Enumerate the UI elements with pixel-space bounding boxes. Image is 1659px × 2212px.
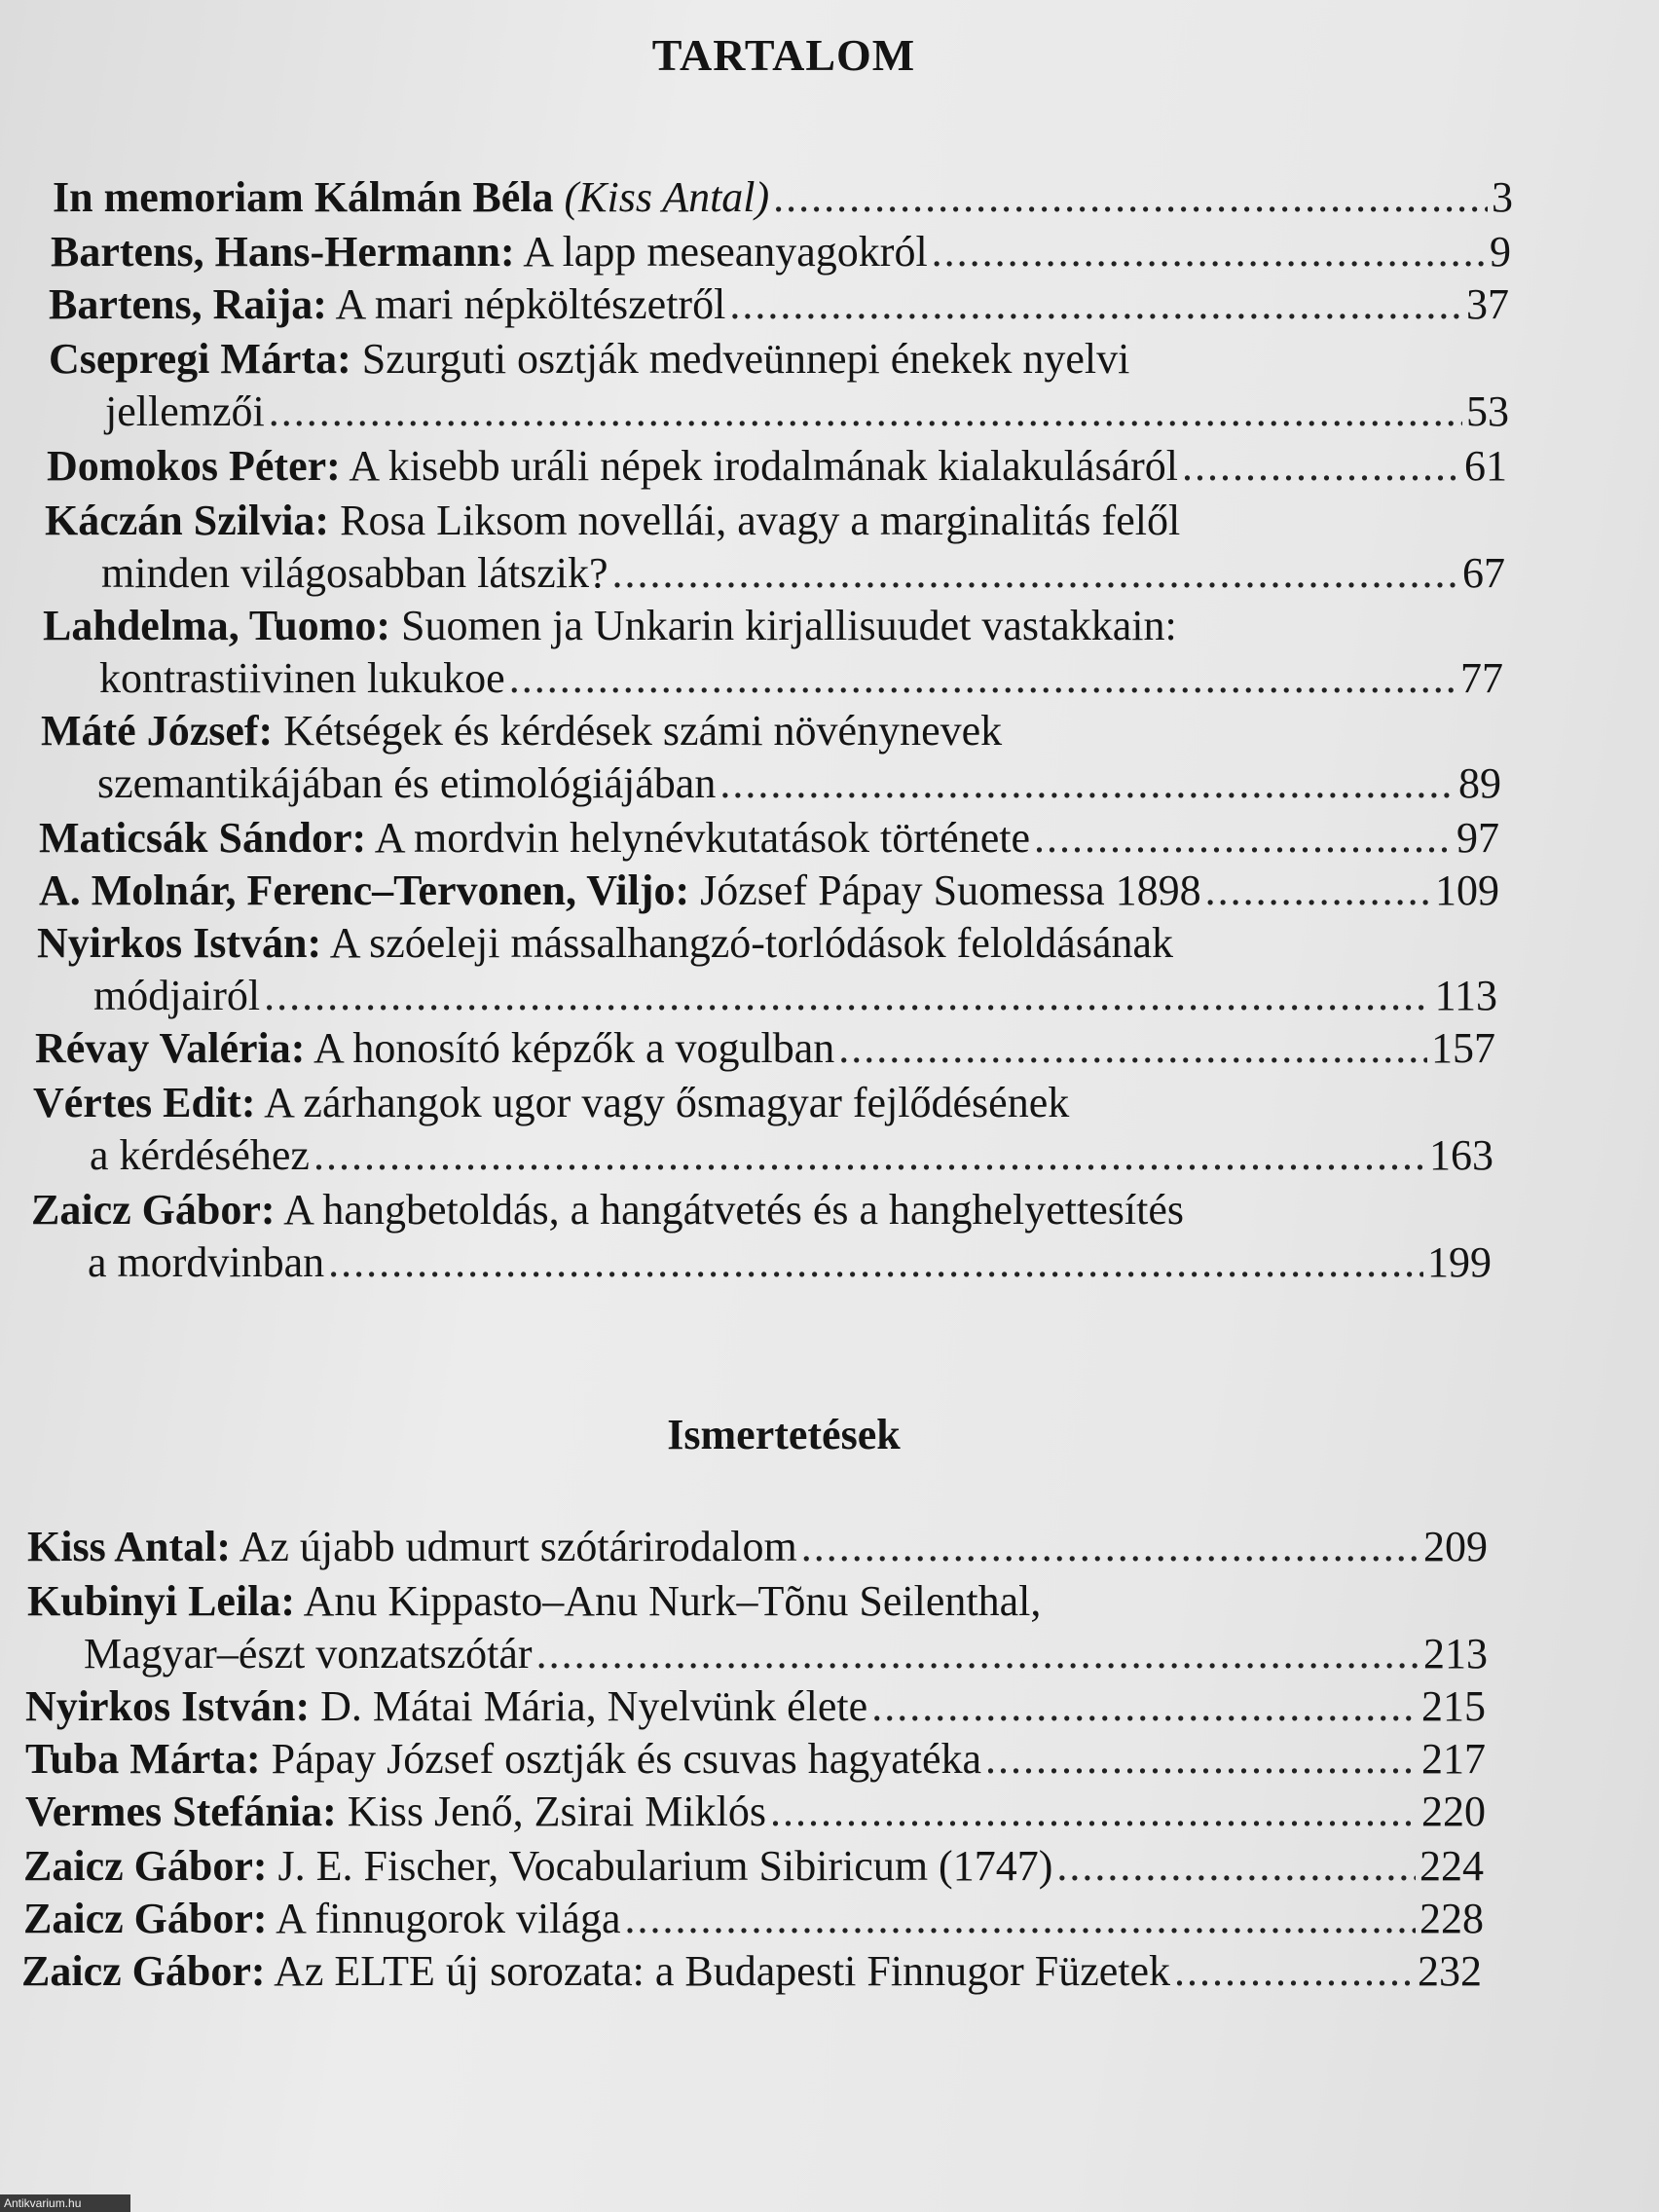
leader-dots (624, 1893, 1416, 1945)
entry-title: A honosító képzők a vogulban (305, 1024, 835, 1072)
entry-title: A zárhangok ugor vagy ősmagyar fejlődésének (255, 1079, 1070, 1126)
section-heading: Ismertetések (667, 1411, 901, 1458)
page-number: 9 (1490, 228, 1511, 276)
toc-entry (49, 333, 1509, 438)
toc-entry (47, 440, 1507, 493)
page-number: 89 (1458, 759, 1501, 807)
entry-title: Az újabb udmurt szótárirodalom (231, 1523, 797, 1570)
entry-author: Zaicz Gábor: (23, 1842, 268, 1890)
page-number: 113 (1434, 972, 1497, 1019)
entry-author: Vermes Stefánia: (25, 1788, 337, 1835)
entry-title-cont: jellemzői (105, 387, 265, 435)
entry-title-cont: a mordvinban (88, 1238, 325, 1286)
page-number: 213 (1423, 1630, 1488, 1677)
leader-dots (770, 1786, 1418, 1838)
leader-dots (729, 278, 1462, 331)
entry-author: Kubinyi Leila: (27, 1577, 296, 1625)
entry-author: In memoriam Kálmán Béla (53, 173, 554, 221)
toc-entry (53, 171, 1513, 224)
entry-title: D. Mátai Mária, Nyelvünk élete (310, 1682, 868, 1730)
toc-entry (41, 705, 1501, 810)
page-number: 61 (1464, 442, 1507, 490)
entry-author: Zaicz Gábor: (31, 1186, 276, 1234)
entry-title: A szóeleji mássalhangzó-torlódások feloldásának (321, 919, 1174, 967)
review-entry (25, 1786, 1486, 1838)
entry-title: Kétségek és kérdések számi növénynevek (273, 707, 1003, 755)
entry-author: Lahdelma, Tuomo: (43, 602, 390, 649)
entry-title-cont: Magyar–észt vonzatszótár (84, 1630, 533, 1677)
entry-author: Domokos Péter: (47, 442, 341, 490)
entry-note: (Kiss Antal) (564, 173, 770, 221)
review-entry (23, 1893, 1484, 1945)
entry-title: A lapp meseanyagokról (514, 228, 928, 276)
leader-dots (985, 1733, 1418, 1786)
toc-entry (31, 1184, 1492, 1289)
watermark: Antikvarium.hu (0, 2194, 130, 2212)
page-number: 163 (1429, 1131, 1493, 1179)
entry-title (554, 173, 565, 221)
page-number: 53 (1466, 387, 1509, 435)
page-number: 157 (1431, 1024, 1495, 1072)
entry-author: Máté József: (41, 707, 274, 755)
review-entry (23, 1840, 1484, 1893)
entry-author: Káczán Szilvia: (45, 497, 330, 544)
entry-title: Szurguti osztják medveünnepi énekek nyelvi (350, 335, 1130, 383)
leader-dots (773, 171, 1488, 224)
leader-dots (1034, 812, 1453, 865)
entry-title: A mari népköltészetről (326, 280, 726, 328)
entry-author: Zaicz Gábor: (23, 1895, 268, 1942)
entry-title-cont: a kérdéséhez (90, 1131, 310, 1179)
entry-title-cont: kontrastiivinen lukukoe (99, 654, 505, 702)
review-entry (21, 1945, 1482, 1998)
entry-title: Az ELTE új sorozata: a Budapesti Finnugor Füzetek (265, 1947, 1171, 1995)
page-number: 232 (1418, 1947, 1482, 1995)
entry-title: A kisebb uráli népek irodalmának kialakulásáról (340, 442, 1178, 490)
leader-dots (1182, 440, 1460, 493)
entry-title: Kiss Jenő, Zsirai Miklós (336, 1788, 766, 1835)
entry-title-cont: minden világosabban látszik? (101, 549, 608, 597)
review-entry (27, 1575, 1488, 1680)
toc-entry (51, 226, 1511, 278)
entry-title: Suomen ja Unkarin kirjallisuudet vastakkain: (389, 602, 1177, 649)
leader-dots (871, 1680, 1418, 1733)
entry-author: Tuba Márta: (25, 1735, 261, 1783)
leader-dots (1174, 1945, 1414, 1998)
page-number: 37 (1466, 280, 1509, 328)
entry-title: J. E. Fischer, Vocabularium Sibiricum (1747) (267, 1842, 1053, 1890)
page-number: 199 (1427, 1238, 1492, 1286)
entry-author: Nyirkos István: (37, 919, 322, 967)
page-number: 97 (1456, 814, 1499, 862)
entry-author: Maticsák Sándor: (39, 814, 367, 862)
review-entry (25, 1680, 1486, 1733)
leader-dots (313, 1129, 1425, 1182)
toc-entry (35, 1022, 1495, 1075)
page-number: 228 (1419, 1895, 1484, 1942)
entry-author: Vértes Edit: (33, 1079, 256, 1126)
entry-title: A finnugorok világa (267, 1895, 621, 1942)
toc-entry (39, 812, 1499, 865)
entry-author: Révay Valéria: (35, 1024, 306, 1072)
entry-title: Pápay József osztják és csuvas hagyatéka (260, 1735, 982, 1783)
page-title: TARTALOM (651, 30, 916, 80)
entry-author: Csepregi Márta: (49, 335, 351, 383)
leader-dots (264, 970, 1431, 1022)
page-number: 220 (1421, 1788, 1486, 1835)
entry-title: Rosa Liksom novellái, avagy a marginalitás felől (329, 497, 1181, 544)
toc-entry (49, 278, 1509, 331)
page-number: 209 (1423, 1523, 1488, 1570)
leader-dots (536, 1628, 1419, 1680)
entry-title: A mordvin helynévkutatások története (366, 814, 1030, 862)
leader-dots (509, 652, 1456, 705)
page-number: 67 (1462, 549, 1505, 597)
leader-dots (269, 386, 1462, 438)
entry-title-cont: módjairól (93, 972, 261, 1019)
entry-title-cont: szemantikájában és etimológiájában (97, 759, 717, 807)
entry-title: József Pápay Suomessa 1898 (689, 866, 1201, 914)
entry-title: Anu Kippasto–Anu Nurk–Tõnu Seilenthal, (295, 1577, 1042, 1625)
toc-entry (33, 1077, 1493, 1182)
page-number: 224 (1419, 1842, 1484, 1890)
entry-author: Nyirkos István: (25, 1682, 311, 1730)
entry-author: Kiss Antal: (27, 1523, 232, 1570)
toc-entry (39, 865, 1499, 917)
leader-dots (1056, 1840, 1416, 1893)
page-number: 217 (1421, 1735, 1486, 1783)
entry-author: Zaicz Gábor: (21, 1947, 266, 1995)
entry-title: A hangbetoldás, a hangátvetés és a hanghelyettesítés (275, 1186, 1185, 1234)
entry-author: Bartens, Hans-Hermann: (51, 228, 515, 276)
entry-author: Bartens, Raija: (49, 280, 327, 328)
leader-dots (1205, 865, 1431, 917)
toc-entry (43, 600, 1503, 705)
toc-entry (45, 495, 1505, 600)
page-number: 3 (1492, 173, 1513, 221)
leader-dots (328, 1236, 1423, 1289)
leader-dots (801, 1521, 1419, 1573)
review-entry (27, 1521, 1488, 1573)
leader-dots (932, 226, 1486, 278)
page-number: 215 (1421, 1682, 1486, 1730)
review-entry (25, 1733, 1486, 1786)
page-number: 77 (1460, 654, 1503, 702)
leader-dots (612, 547, 1458, 600)
page-number: 109 (1435, 866, 1499, 914)
leader-dots (838, 1022, 1427, 1075)
leader-dots (719, 757, 1455, 810)
toc-entry (37, 917, 1497, 1022)
entry-author: A. Molnár, Ferenc–Tervonen, Viljo: (39, 866, 690, 914)
